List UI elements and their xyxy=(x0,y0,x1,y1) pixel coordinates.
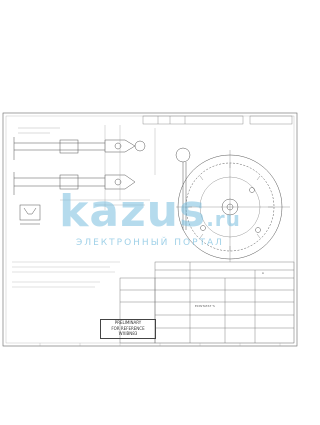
watermark-domain: .ru xyxy=(206,207,241,231)
notes-lines xyxy=(12,262,120,287)
preliminary-stamp xyxy=(100,319,156,339)
stamp-line-1: PRELIMINARY xyxy=(114,320,142,325)
stamp-line-2: FOR REFERENCE xyxy=(111,325,145,331)
terminal-drawing-top xyxy=(14,137,145,160)
stamp-line-3: WXIBN83 xyxy=(118,331,138,336)
revision-header xyxy=(143,116,292,124)
watermark-logo xyxy=(0,186,300,241)
bottom-ruler xyxy=(3,343,297,346)
revision-letter: A xyxy=(262,271,264,275)
watermark-subtitle: ЭЛЕКТРОННЫЙ ПОРТАЛ xyxy=(76,238,224,248)
title-block-label: ECOSTATAT'S xyxy=(195,304,215,308)
watermark-logo-text: kazus xyxy=(59,186,207,237)
